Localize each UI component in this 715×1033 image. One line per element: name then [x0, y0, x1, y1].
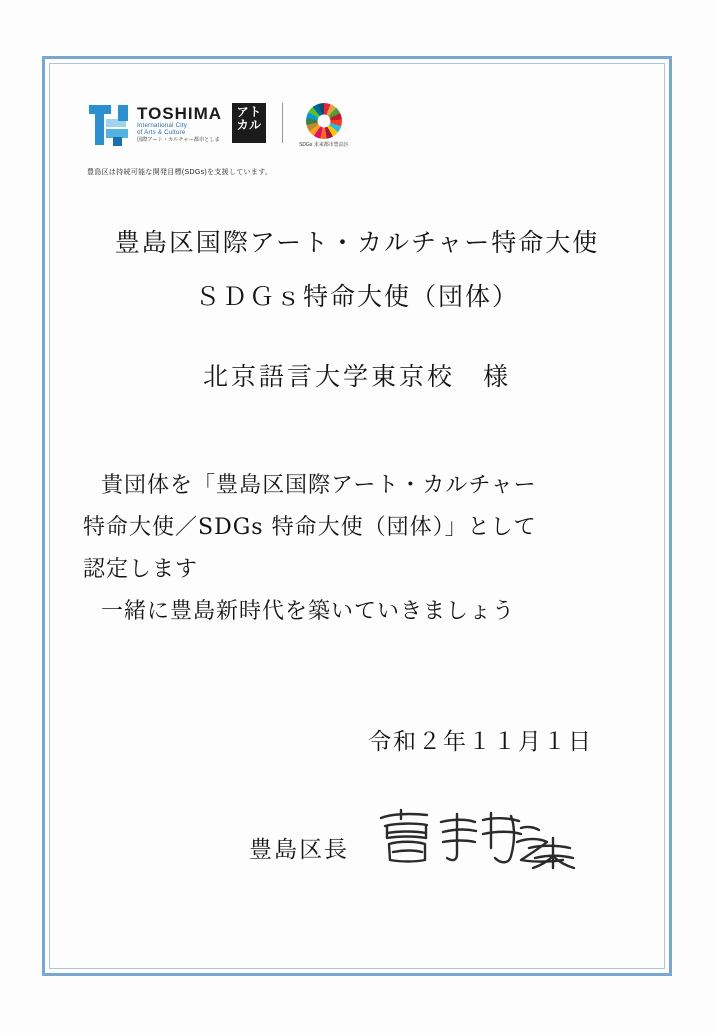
body-line: 貴団体を「豊島区国際アート・カルチャー	[101, 473, 537, 498]
body-line: 特命大使／SDGs 特命大使（団体）」として	[83, 515, 537, 540]
artcul-line-2: カル	[236, 118, 262, 132]
signer-title: 豊島区長	[249, 837, 349, 863]
sdgs-support-note: 豊島区は持続可能な開発目標(SDGs)を支援しています。	[87, 169, 273, 176]
body-line: 認定します	[83, 557, 199, 582]
sdgs-caption: SDGs 未来都市豊島区	[299, 142, 349, 148]
toshima-logo-sub-2: of Arts & Culture	[137, 129, 186, 136]
recipient-name: 北京語言大学東京校 様	[202, 362, 511, 391]
artcul-line-1: アト	[236, 105, 262, 119]
toshima-logo-sub-1: International City	[137, 122, 188, 129]
toshima-logo-name: TOSHIMA	[137, 104, 223, 123]
logo-band	[87, 103, 349, 148]
toshima-logo-text	[137, 103, 222, 144]
toshima-logo	[87, 103, 222, 147]
body-line: 一緒に豊島新時代を築いていきましょう	[101, 599, 516, 624]
certificate-body	[83, 465, 633, 633]
toshima-t-mark-icon	[87, 103, 133, 147]
toshima-logo-jp: 国際アート・カルチャー都市としま	[137, 137, 220, 143]
certificate-content	[49, 63, 665, 969]
handwritten-signature	[371, 808, 576, 870]
logo-divider	[282, 103, 283, 143]
certificate-title-line-2: ＳＤＧｓ特命大使（団体）	[194, 282, 519, 311]
sdgs-wheel-icon	[306, 103, 342, 139]
artcul-logo	[232, 103, 266, 143]
title-block	[49, 223, 665, 397]
sdgs-logo	[299, 103, 349, 148]
issue-date: 令和２年１１月１日	[368, 729, 593, 755]
signature-row	[249, 808, 576, 870]
certificate-title-line-1: 豊島区国際アート・カルチャー特命大使	[114, 228, 600, 257]
